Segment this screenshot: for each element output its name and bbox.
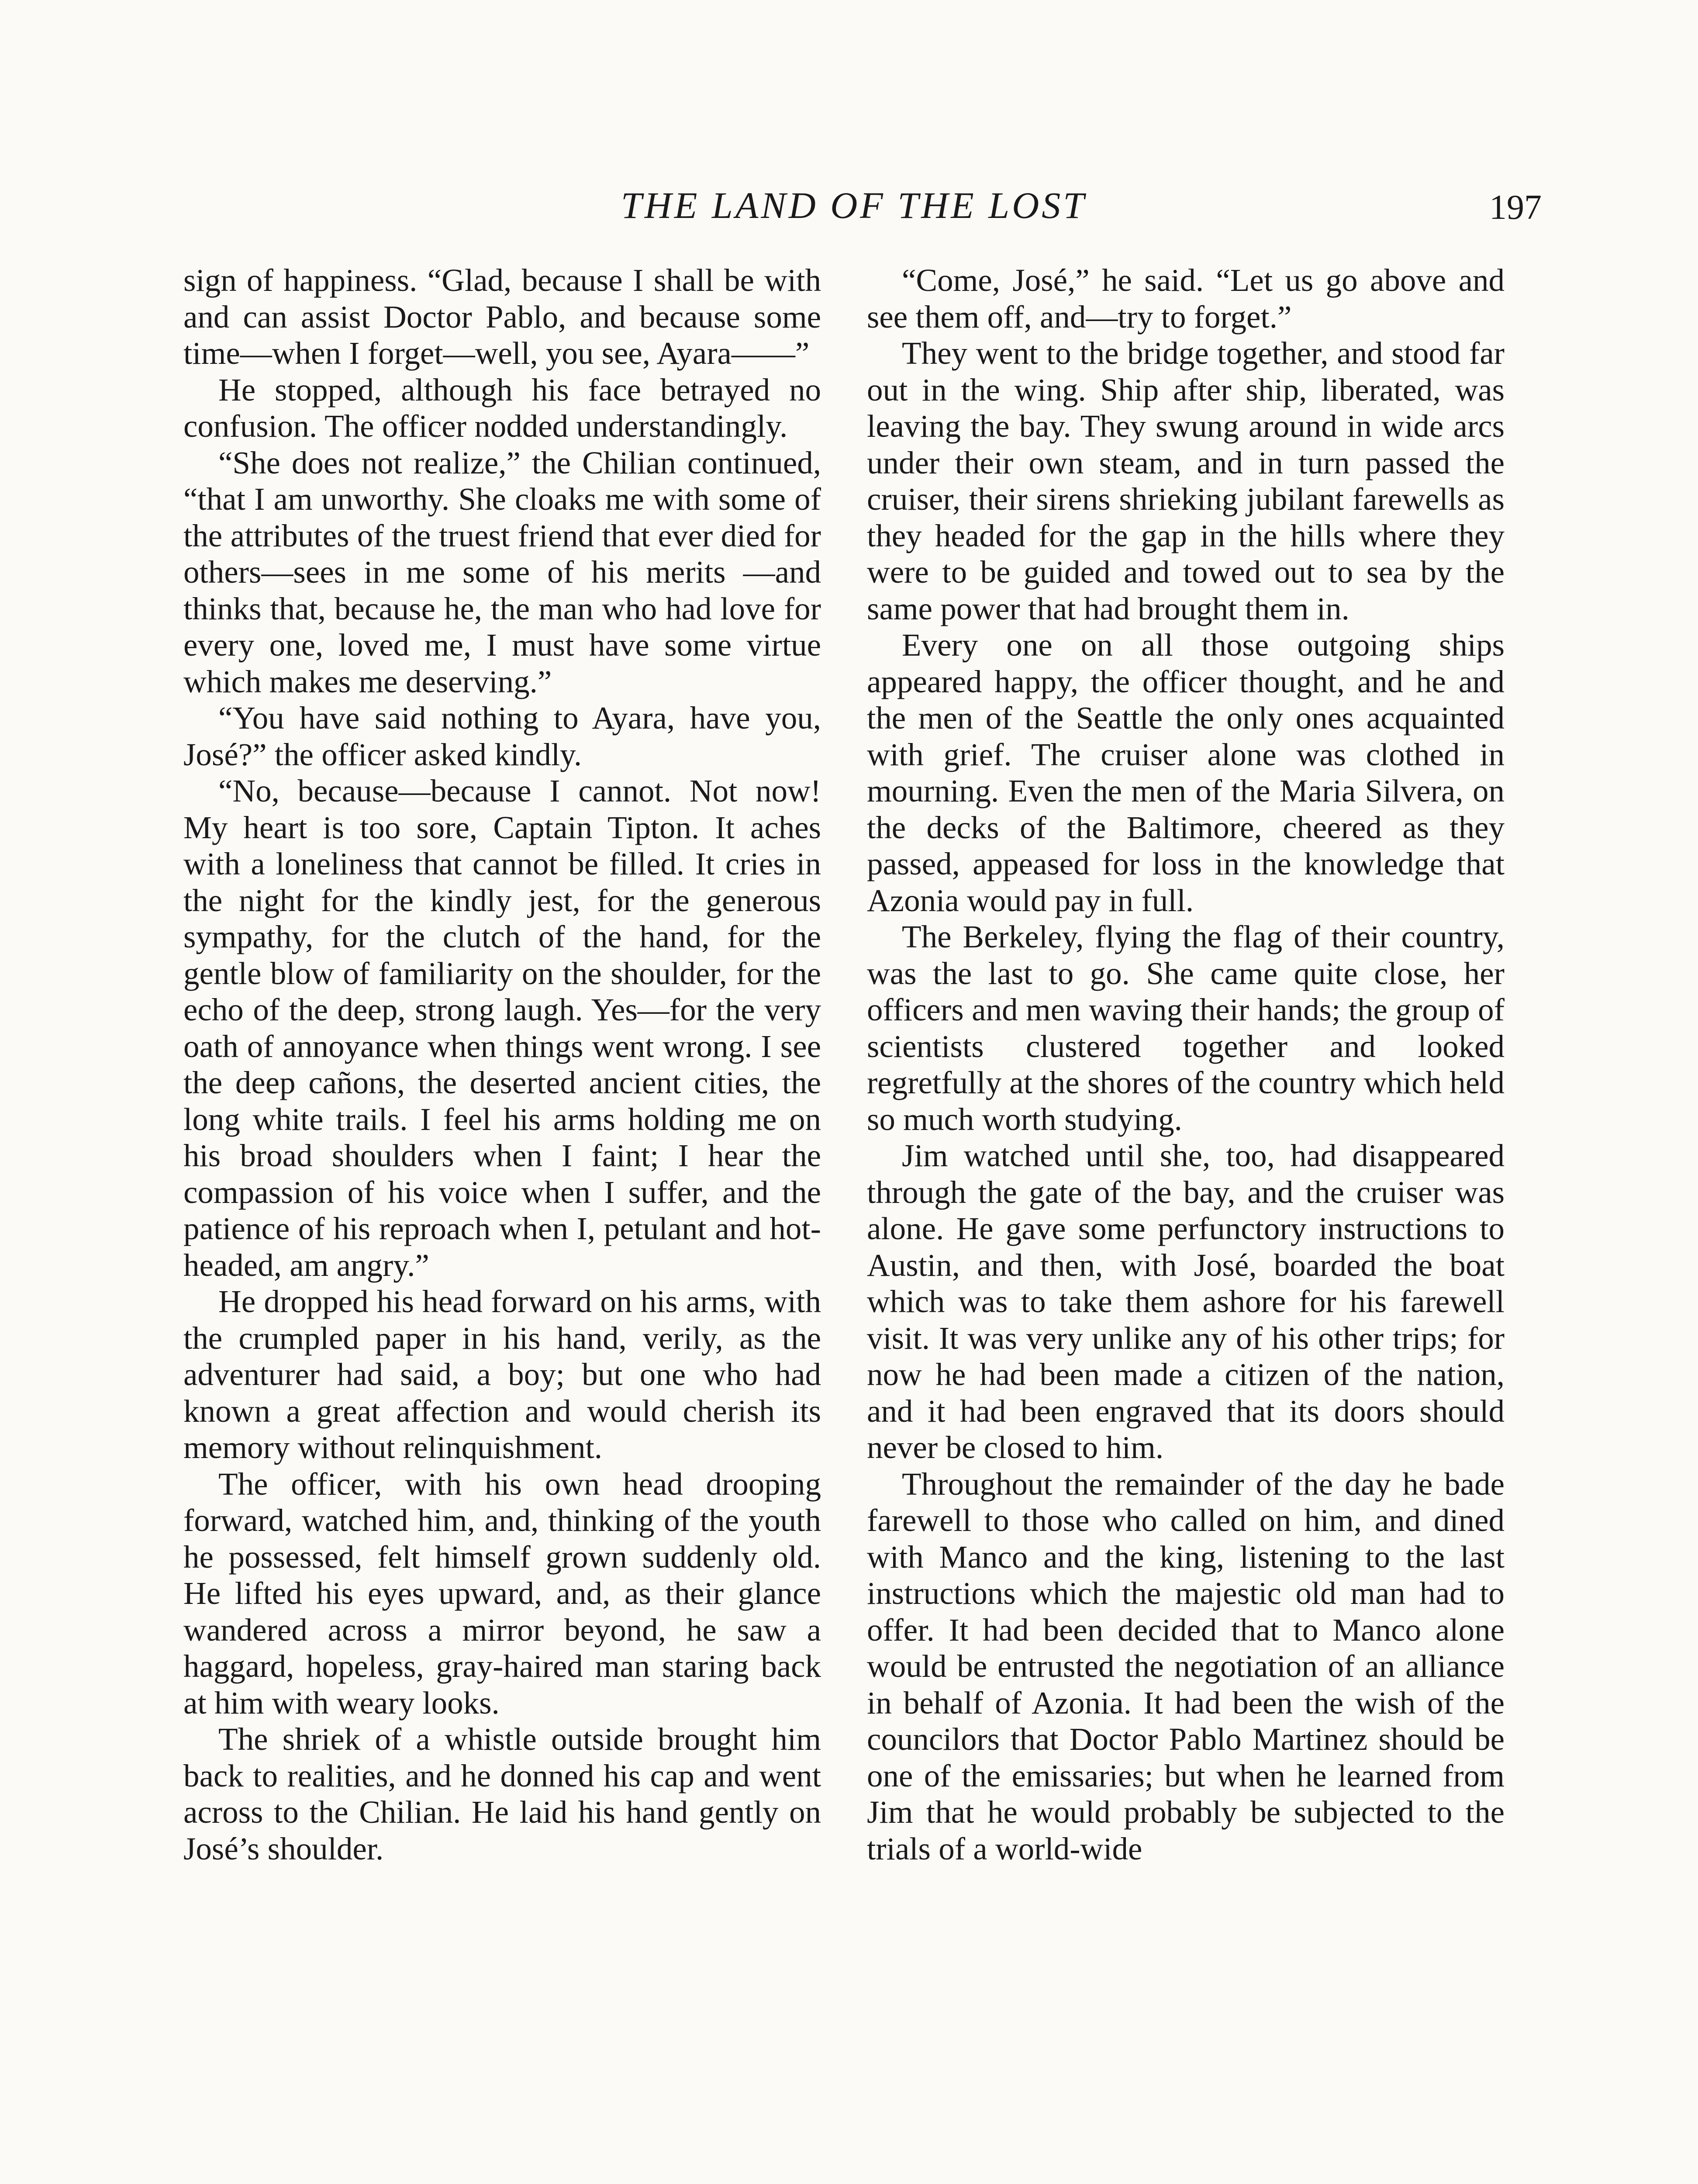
paragraph: sign of happiness. “Glad, because I shall be with and can assist Doctor Pablo, and because some time—when I forget—well, you see, Ayara——” (183, 263, 821, 371)
paragraph: The Berkeley, flying the flag of their country, was the last to go. She came quite close, her officers and men waving their hands; the group of scientists clustered together and looked regretfully at the shores of the country which held so much worth studying. (867, 919, 1505, 1137)
paragraph: He dropped his head forward on his arms, with the crumpled paper in his hand, verily, as the adventurer had said, a boy; but one who had known a great affection and would cherish its memory without relinquishment. (183, 1284, 821, 1465)
paragraph: “No, because—because I cannot. Not now! My heart is too sore, Captain Tipton. It aches with a loneliness that cannot be filled. It cries in the night for the kindly jest, for the generous sympathy, for the clutch of the hand, for the gentle blow of familiarity on the shoulder, for the echo of the deep, strong laugh. Yes—for the very oath of annoyance when things went wrong. I see the deep cañons, the deserted ancient cities, the long white trails. I feel his arms holding me on his broad shoulders when I faint; I hear the compassion of his voice when I suffer, and the patience of his reproach when I, petulant and hot-headed, am angry.” (183, 773, 821, 1283)
left-column (183, 262, 821, 1867)
paragraph: “Come, José,” he said. “Let us go above and see them off, and—try to forget.” (867, 263, 1505, 335)
running-title: THE LAND OF THE LOST (621, 184, 1087, 226)
paragraph: They went to the bridge together, and stood far out in the wing. Ship after ship, liberated, was leaving the bay. They swung around in wide arcs under their own steam, and in turn passed the cruiser, their sirens shrieking jubilant farewells as they headed for the gap in the hills where they were to be guided and towed out to sea by the same power that had brought them in. (867, 335, 1505, 626)
paragraph: The officer, with his own head drooping forward, watched him, and, thinking of the youth he possessed, felt himself grown suddenly old. He lifted his eyes upward, and, as their glance wandered across a mirror beyond, he saw a haggard, hopeless, gray-haired man staring back at him with weary looks. (183, 1466, 821, 1721)
paragraph: He stopped, although his face betrayed no confusion. The officer nodded understandingly. (183, 372, 821, 444)
right-column (867, 262, 1505, 1867)
page-number: 197 (1489, 188, 1542, 227)
paragraph: “You have said nothing to Ayara, have you, José?” the officer asked kindly. (183, 700, 821, 772)
paragraph: Jim watched until she, too, had disappeared through the gate of the bay, and the cruiser was alone. He gave some perfunctory instructions to Austin, and then, with José, boarded the boat which was to take them ashore for his farewell visit. It was very unlike any of his other trips; for now he had been made a citizen of the nation, and it had been engraved that its doors should never be closed to him. (867, 1138, 1505, 1465)
paragraph: The shriek of a whistle outside brought him back to realities, and he donned his cap and went across to the Chilian. He laid his hand gently on José’s shoulder. (183, 1721, 821, 1866)
paragraph: “She does not realize,” the Chilian continued, “that I am unworthy. She cloaks me with some of the attributes of the truest friend that ever died for others—sees in me some of his merits —and thinks that, because he, the man who had love for every one, loved me, I must have some virtue which makes me deserving.” (183, 445, 821, 699)
paragraph: Every one on all those outgoing ships appeared happy, the officer thought, and he and the men of the Seattle the only ones acquainted with grief. The cruiser alone was clothed in mourning. Even the men of the Maria Silvera, on the decks of the Baltimore, cheered as they passed, appeased for loss in the knowledge that Azonia would pay in full. (867, 627, 1505, 918)
paragraph: Throughout the remainder of the day he bade farewell to those who called on him, and dined with Manco and the king, listening to the last instructions which the majestic old man had to offer. It had been decided that to Manco alone would be entrusted the negotiation of an alliance in behalf of Azonia. It had been the wish of the councilors that Doctor Pablo Martinez should be one of the emissaries; but when he learned from Jim that he would probably be subjected to the trials of a world-wide (867, 1466, 1505, 1866)
